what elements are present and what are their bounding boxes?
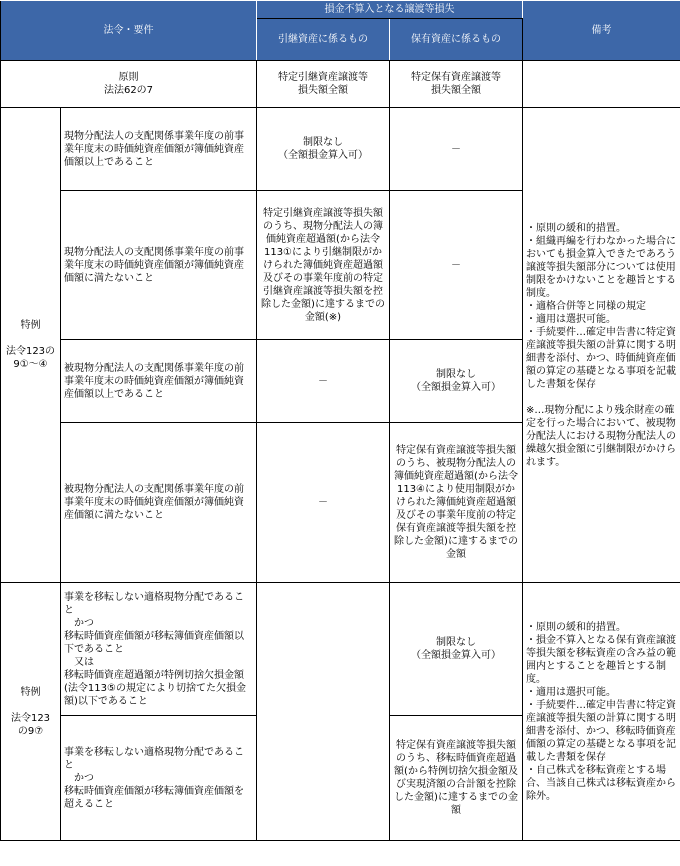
header-notes: 備考 bbox=[523, 1, 680, 61]
condition-cell: 現物分配法人の支配関係事業年度の前事業年度末の時価純資産価額が簿価純資産価額以上であること bbox=[61, 108, 257, 191]
table-row-principle bbox=[1, 61, 680, 108]
header-loss-group: 損金不算入となる譲渡等損失 bbox=[257, 1, 523, 19]
condition-cell: 事業を移転しない適格現物分配であること かつ 移転時価資産価額が移転簿価資産価額以下であること 又は 移転時価資産超過額が特例切捨欠損金額(法令113⑤の規定により切捨てた欠損金額)以下であること bbox=[61, 583, 257, 716]
condition-cell: 現物分配法人の支配関係事業年度の前事業年度末の時価純資産価額が簿価純資産価額に満たないこと bbox=[61, 191, 257, 340]
inherited-cell: － bbox=[257, 340, 390, 423]
header-inherited-assets: 引継資産に係るもの bbox=[257, 19, 390, 61]
table-row bbox=[1, 108, 680, 191]
principle-held-cell: 特定保有資産譲渡等 損失額全額 bbox=[390, 61, 523, 108]
principle-law-cell: 原則 法法62の7 bbox=[1, 61, 257, 108]
inherited-cell bbox=[257, 583, 390, 841]
inherited-cell: 特定引継資産譲渡等損失額のうち、現物分配法人の簿価純資産超過額(から法令113①により引継制限がかけられた簿価純資産超過額及びその事業年度前の特定引継資産譲渡等損失額を控除した金額)に達するまでの金額(※) bbox=[257, 191, 390, 340]
held-cell: 特定保有資産譲渡等損失額のうち、移転時価資産超過額(から特例切捨欠損金額及び実現済額の合計額を控除した金額)に達するまでの金額 bbox=[390, 716, 523, 841]
header-law-requirement: 法令・要件 bbox=[1, 1, 257, 61]
principle-notes-cell bbox=[523, 61, 680, 108]
held-cell: 制限なし （全額損金算入可） bbox=[390, 340, 523, 423]
special1-label-cell: 特例 法令123の 9①～④ bbox=[1, 108, 61, 583]
inherited-cell: 制限なし （全額損金算入可） bbox=[257, 108, 390, 191]
condition-cell: 事業を移転しない適格現物分配であること かつ 移転時価資産価額が移転簿価資産価額を超えること bbox=[61, 716, 257, 841]
principle-inherited-cell: 特定引継資産譲渡等 損失額全額 bbox=[257, 61, 390, 108]
held-cell: 特定保有資産譲渡等損失額のうち、被現物分配法人の簿価純資産超過額(から法令113④により使用制限がかけられた簿価純資産超過額及びその事業年度前の特定保有資産譲渡等損失額を控除した金額)に達するまでの金額 bbox=[390, 423, 523, 583]
condition-cell: 被現物分配法人の支配関係事業年度の前事業年度末の時価純資産価額が簿価純資産価額に満たないこと bbox=[61, 423, 257, 583]
held-cell: 制限なし （全額損金算入可） bbox=[390, 583, 523, 716]
inherited-cell: － bbox=[257, 423, 390, 583]
special2-label-cell: 特例 法令123 の9⑦ bbox=[1, 583, 61, 841]
held-cell: － bbox=[390, 191, 523, 340]
held-cell: － bbox=[390, 108, 523, 191]
table-row bbox=[1, 583, 680, 716]
special2-notes-cell: ・原則の緩和的措置。 ・損金不算入となる保有資産譲渡等損失額を移転資産の含み益の範囲内とすることを趣旨とする制度。 ・適用は選択可能。 ・手続要件…確定申告書に特定資産譲渡等損失額の計算に関する明細書を添付、かつ、移転時価資産価額の算定の基礎となる事項を記載した書類を保存 ・自己株式を移転資産とする場合、当該自己株式は移転資産から除外。 bbox=[523, 583, 680, 841]
condition-cell: 被現物分配法人の支配関係事業年度の前事業年度末の時価純資産価額が簿価純資産価額以上であること bbox=[61, 340, 257, 423]
special1-notes-cell: ・原則の緩和的措置。 ・組織再編を行わなかった場合においても損金算入できたであろう譲渡等損失額部分については使用制限をかけないことを趣旨とする制度。 ・適格合併等と同様の規定 ・適用は選択可能。 ・手続要件…確定申告書に特定資産譲渡等損失額の計算に関する明細書を添付、かつ、時価純資産価額の算定の基礎となる事項を記載した書類を保存 ※…現物分配により残余財産の確定を行った場合において、被現物分配法人における現物分配法人の繰越欠損金額に引継制限がかけられます。 bbox=[523, 108, 680, 583]
header-held-assets: 保有資産に係るもの bbox=[390, 19, 523, 61]
